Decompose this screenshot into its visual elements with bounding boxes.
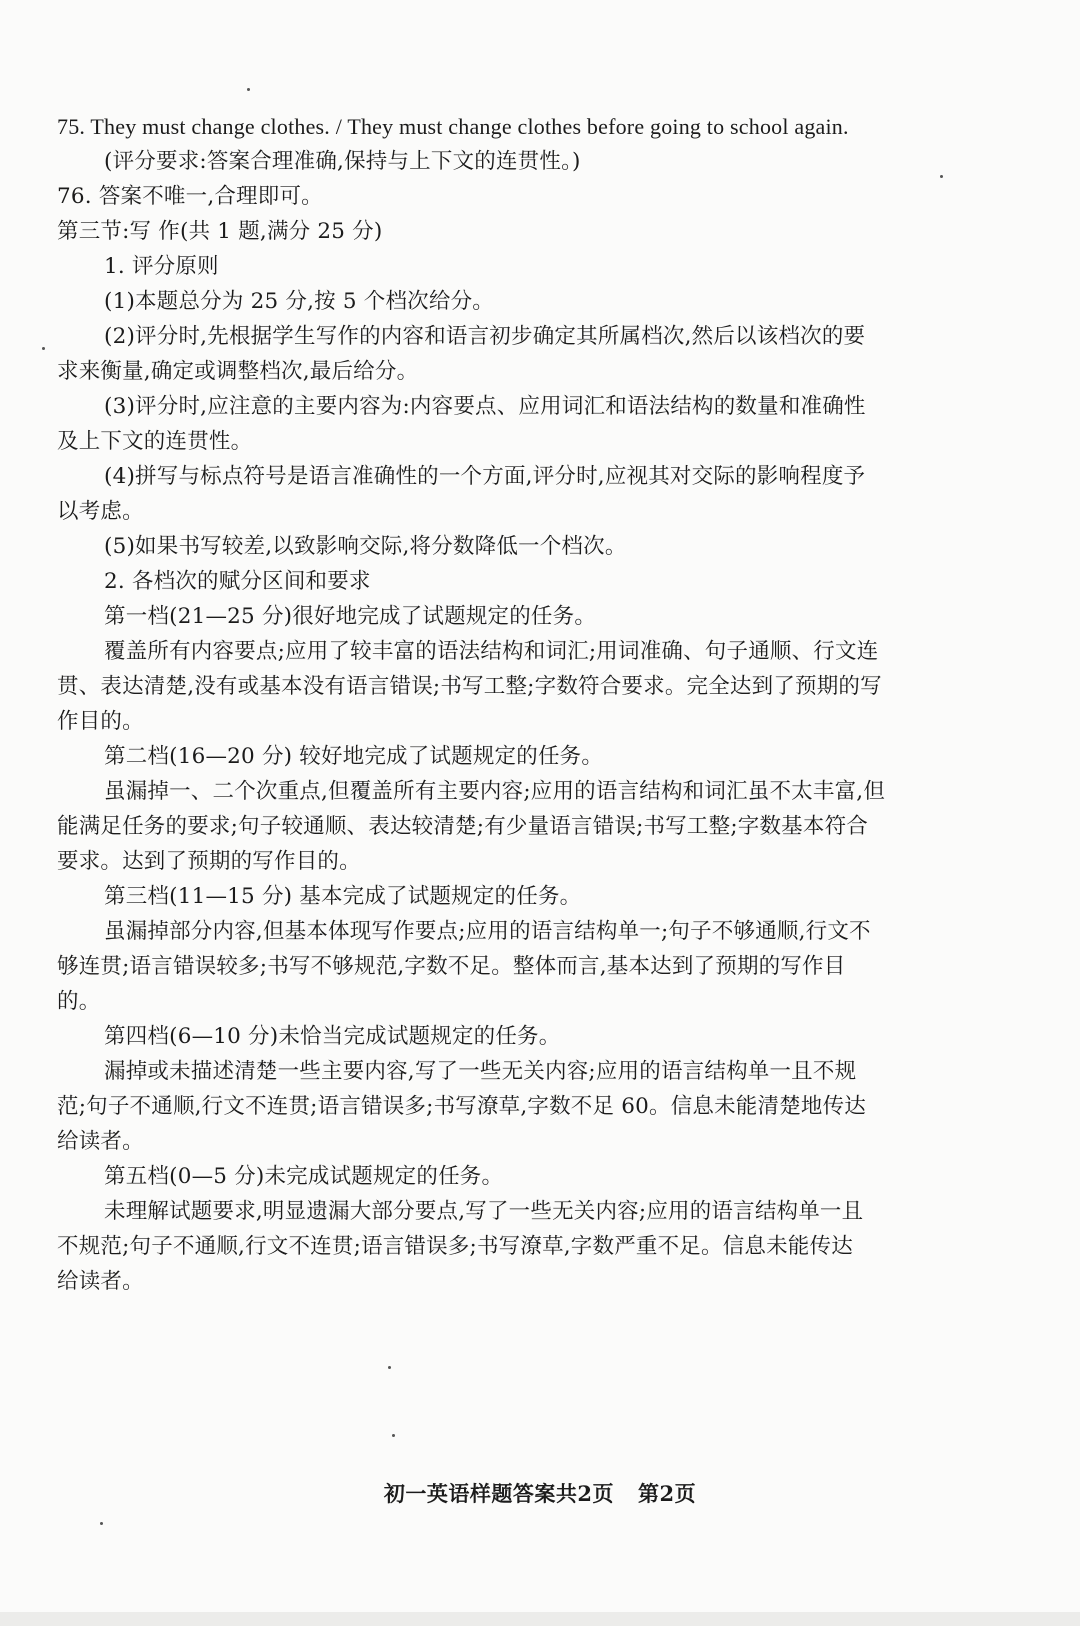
principle-1: (1)本题总分为 25 分,按 5 个档次给分。 [104,289,494,314]
grade-5-line-2: 不规范;句子不通顺,行文不连贯;语言错误多;书写潦草,字数严重不足。信息未能传达 [57,1234,853,1259]
principle-3-line-1: (3)评分时,应注意的主要内容为:内容要点、应用词汇和语法结构的数量和准确性 [104,394,866,419]
grade-4-heading: 第四档(6—10 分)未恰当完成试题规定的任务。 [104,1024,561,1049]
scoring-note: (评分要求:答案合理准确,保持与上下文的连贯性。) [104,149,581,174]
grade-2-line-1: 虽漏掉一、二个次重点,但覆盖所有主要内容;应用的语言结构和词汇虽不太丰富,但 [104,779,886,804]
grade-4-line-1: 漏掉或未描述清楚一些主要内容,写了一些无关内容;应用的语言结构单一且不规 [104,1059,857,1084]
grade-1-heading: 第一档(21—25 分)很好地完成了试题规定的任务。 [104,604,597,629]
grade-2-line-3: 要求。达到了预期的写作目的。 [57,849,361,874]
grade-3-line-2: 够连贯;语言错误较多;书写不够规范,字数不足。整体而言,基本达到了预期的写作目 [57,954,846,979]
grade-5-line-1: 未理解试题要求,明显遗漏大部分要点,写了一些无关内容;应用的语言结构单一且 [104,1199,864,1224]
grade-1-line-3: 作目的。 [57,709,144,734]
grade-3-line-1: 虽漏掉部分内容,但基本体现写作要点;应用的语言结构单一;句子不够通顺,行文不 [104,919,871,944]
grade-4-line-3: 给读者。 [57,1129,144,1154]
principle-2-line-2: 求来衡量,确定或调整档次,最后给分。 [57,359,419,384]
scan-speck [940,175,943,178]
scan-speck [388,1366,391,1369]
page-footer [0,1478,1080,1508]
principle-4-line-1: (4)拼写与标点符号是语言准确性的一个方面,评分时,应视其对交际的影响程度予 [104,464,866,489]
principle-5: (5)如果书写较差,以致影响交际,将分数降低一个档次。 [104,534,627,559]
answer-76: 76. 答案不唯一,合理即可。 [57,184,323,209]
scan-edge [0,1612,1080,1626]
grade-3-heading: 第三档(11—15 分) 基本完成了试题规定的任务。 [104,884,582,909]
scan-speck [42,347,45,350]
principle-3-line-2: 及上下文的连贯性。 [57,429,253,454]
grade-1-line-1: 覆盖所有内容要点;应用了较丰富的语法结构和词汇;用词准确、句子通顺、行文连 [104,639,879,664]
footer-title: 初一英语样题答案共2页 [383,1481,614,1506]
subheading-principles: 1. 评分原则 [104,254,219,279]
grade-5-heading: 第五档(0—5 分)未完成试题规定的任务。 [104,1164,504,1189]
grade-3-line-3: 的。 [57,989,101,1014]
grade-1-line-2: 贯、表达清楚,没有或基本没有语言错误;书写工整;字数符合要求。完全达到了预期的写 [57,674,882,699]
scan-speck [100,1522,103,1525]
scan-speck [247,88,250,91]
grade-5-line-3: 给读者。 [57,1269,144,1294]
grade-2-heading: 第二档(16—20 分) 较好地完成了试题规定的任务。 [104,744,604,769]
principle-2-line-1: (2)评分时,先根据学生写作的内容和语言初步确定其所属档次,然后以该档次的要 [104,324,866,349]
grade-4-line-2: 范;句子不通顺,行文不连贯;语言错误多;书写潦草,字数不足 60。信息未能清楚地传达 [57,1094,866,1119]
footer-page-number: 第2页 [638,1481,697,1506]
subheading-grades: 2. 各档次的赋分区间和要求 [104,569,371,594]
answer-75: 75. They must change clothes. / They must change clothes before going to school again. [57,114,849,139]
principle-4-line-2: 以考虑。 [57,499,144,524]
scan-speck [392,1434,395,1437]
grade-2-line-2: 能满足任务的要求;句子较通顺、表达较清楚;有少量语言错误;书写工整;字数基本符合 [57,814,868,839]
section-heading: 第三节:写 作(共 1 题,满分 25 分) [57,219,383,244]
